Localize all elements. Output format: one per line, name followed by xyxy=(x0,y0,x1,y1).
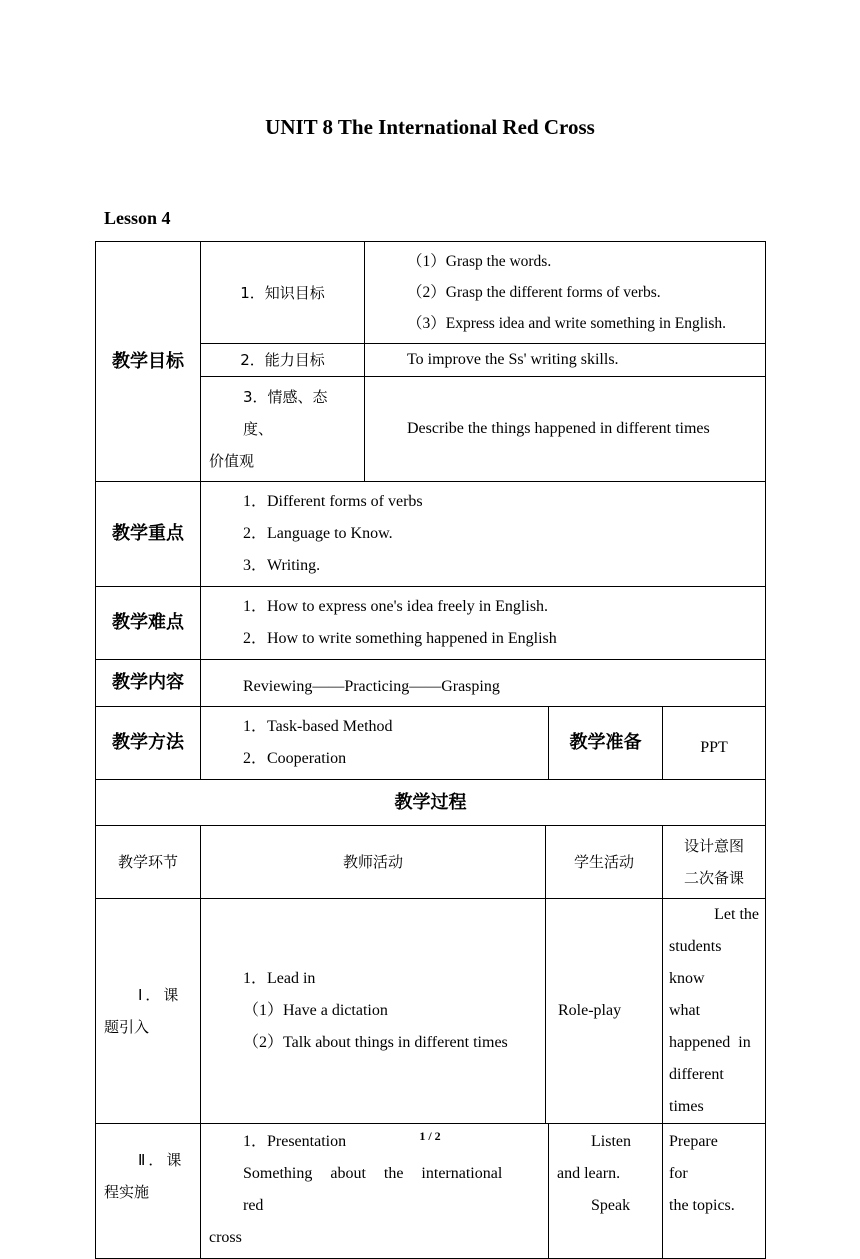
teacher-line: 1．Presentation xyxy=(243,1133,347,1150)
knowledge-label: 1．知识目标 xyxy=(201,242,365,344)
col-design-line: 设计意图 xyxy=(683,837,744,855)
key-point-item: 3．Writing. xyxy=(243,557,321,574)
design-line: happened in xyxy=(669,1034,751,1051)
knowledge-items xyxy=(365,242,766,344)
methods-label: 教学方法 xyxy=(96,707,201,780)
lesson-plan-table xyxy=(95,241,766,1259)
teacher-line: （2）Talk about things in different times xyxy=(243,1034,508,1051)
teacher-line: cross xyxy=(209,1229,242,1246)
knowledge-item: （2）Grasp the different forms of verbs. xyxy=(407,284,661,301)
teacher-line: Something about the international red xyxy=(243,1165,503,1214)
teacher-cell xyxy=(201,899,546,1124)
knowledge-item: （3）Express idea and write something in English. xyxy=(407,315,726,332)
teacher-line: 1．Lead in xyxy=(243,970,316,987)
student-cell: Role-play xyxy=(546,899,663,1124)
design-line: times xyxy=(669,1098,704,1115)
lesson-heading: Lesson 4 xyxy=(104,208,171,228)
key-point-item: 1．Different forms of verbs xyxy=(243,493,423,510)
method-item: 1．Task-based Method xyxy=(243,718,393,735)
objectives-label: 教学目标 xyxy=(96,242,201,482)
prep-value: PPT xyxy=(663,707,766,780)
knowledge-item: （1）Grasp the words. xyxy=(407,253,552,270)
design-cell xyxy=(663,899,766,1124)
student-line: Speak xyxy=(591,1197,631,1214)
teacher-line: （1）Have a dictation xyxy=(243,1002,388,1019)
methods-list xyxy=(201,707,549,780)
design-line: students xyxy=(669,938,722,955)
design-line: the topics. xyxy=(669,1197,735,1214)
ability-label: 2．能力目标 xyxy=(201,344,365,377)
col-student: 学生活动 xyxy=(546,826,663,899)
col-stage: 教学环节 xyxy=(96,826,201,899)
document-title: UNIT 8 The International Red Cross xyxy=(265,115,595,139)
emotion-label xyxy=(201,377,365,482)
emotion-label-line: 价值观 xyxy=(209,452,255,470)
content-label: 教学内容 xyxy=(96,660,201,707)
difficulties-list xyxy=(201,587,766,660)
stage-line: Ⅱ．课 xyxy=(138,1151,185,1169)
stage-line: 题引入 xyxy=(104,1018,150,1036)
col-teacher: 教师活动 xyxy=(201,826,546,899)
design-line: know what xyxy=(669,970,705,1019)
design-line: different xyxy=(669,1066,724,1083)
ability-text: To improve the Ss' writing skills. xyxy=(365,344,766,377)
col-design xyxy=(663,826,766,899)
stage-line: Ⅰ．课 xyxy=(138,986,182,1004)
method-item: 2．Cooperation xyxy=(243,750,347,767)
design-line: Prepare for xyxy=(669,1133,718,1182)
emotion-label-line: 3．情感、态度、 xyxy=(243,388,328,438)
student-line: Listen xyxy=(591,1133,631,1150)
key-point-item: 2．Language to Know. xyxy=(243,525,393,542)
emotion-text: Describe the things happened in different times xyxy=(365,377,766,482)
content-text: Reviewing——Practicing——Grasping xyxy=(201,660,766,707)
difficulty-item: 2．How to write something happened in English xyxy=(243,630,557,647)
page-number: 1 / 2 xyxy=(419,1129,441,1143)
student-line: and learn. xyxy=(557,1165,621,1182)
key-points-label: 教学重点 xyxy=(96,482,201,587)
key-points-list xyxy=(201,482,766,587)
process-heading: 教学过程 xyxy=(96,780,766,826)
col-design-line: 二次备课 xyxy=(683,869,744,887)
difficulties-label: 教学难点 xyxy=(96,587,201,660)
stage-cell xyxy=(96,899,201,1124)
design-line: Let the xyxy=(714,906,759,923)
stage-line: 程实施 xyxy=(104,1183,150,1201)
difficulty-item: 1．How to express one's idea freely in English. xyxy=(243,598,549,615)
prep-label: 教学准备 xyxy=(549,707,663,780)
